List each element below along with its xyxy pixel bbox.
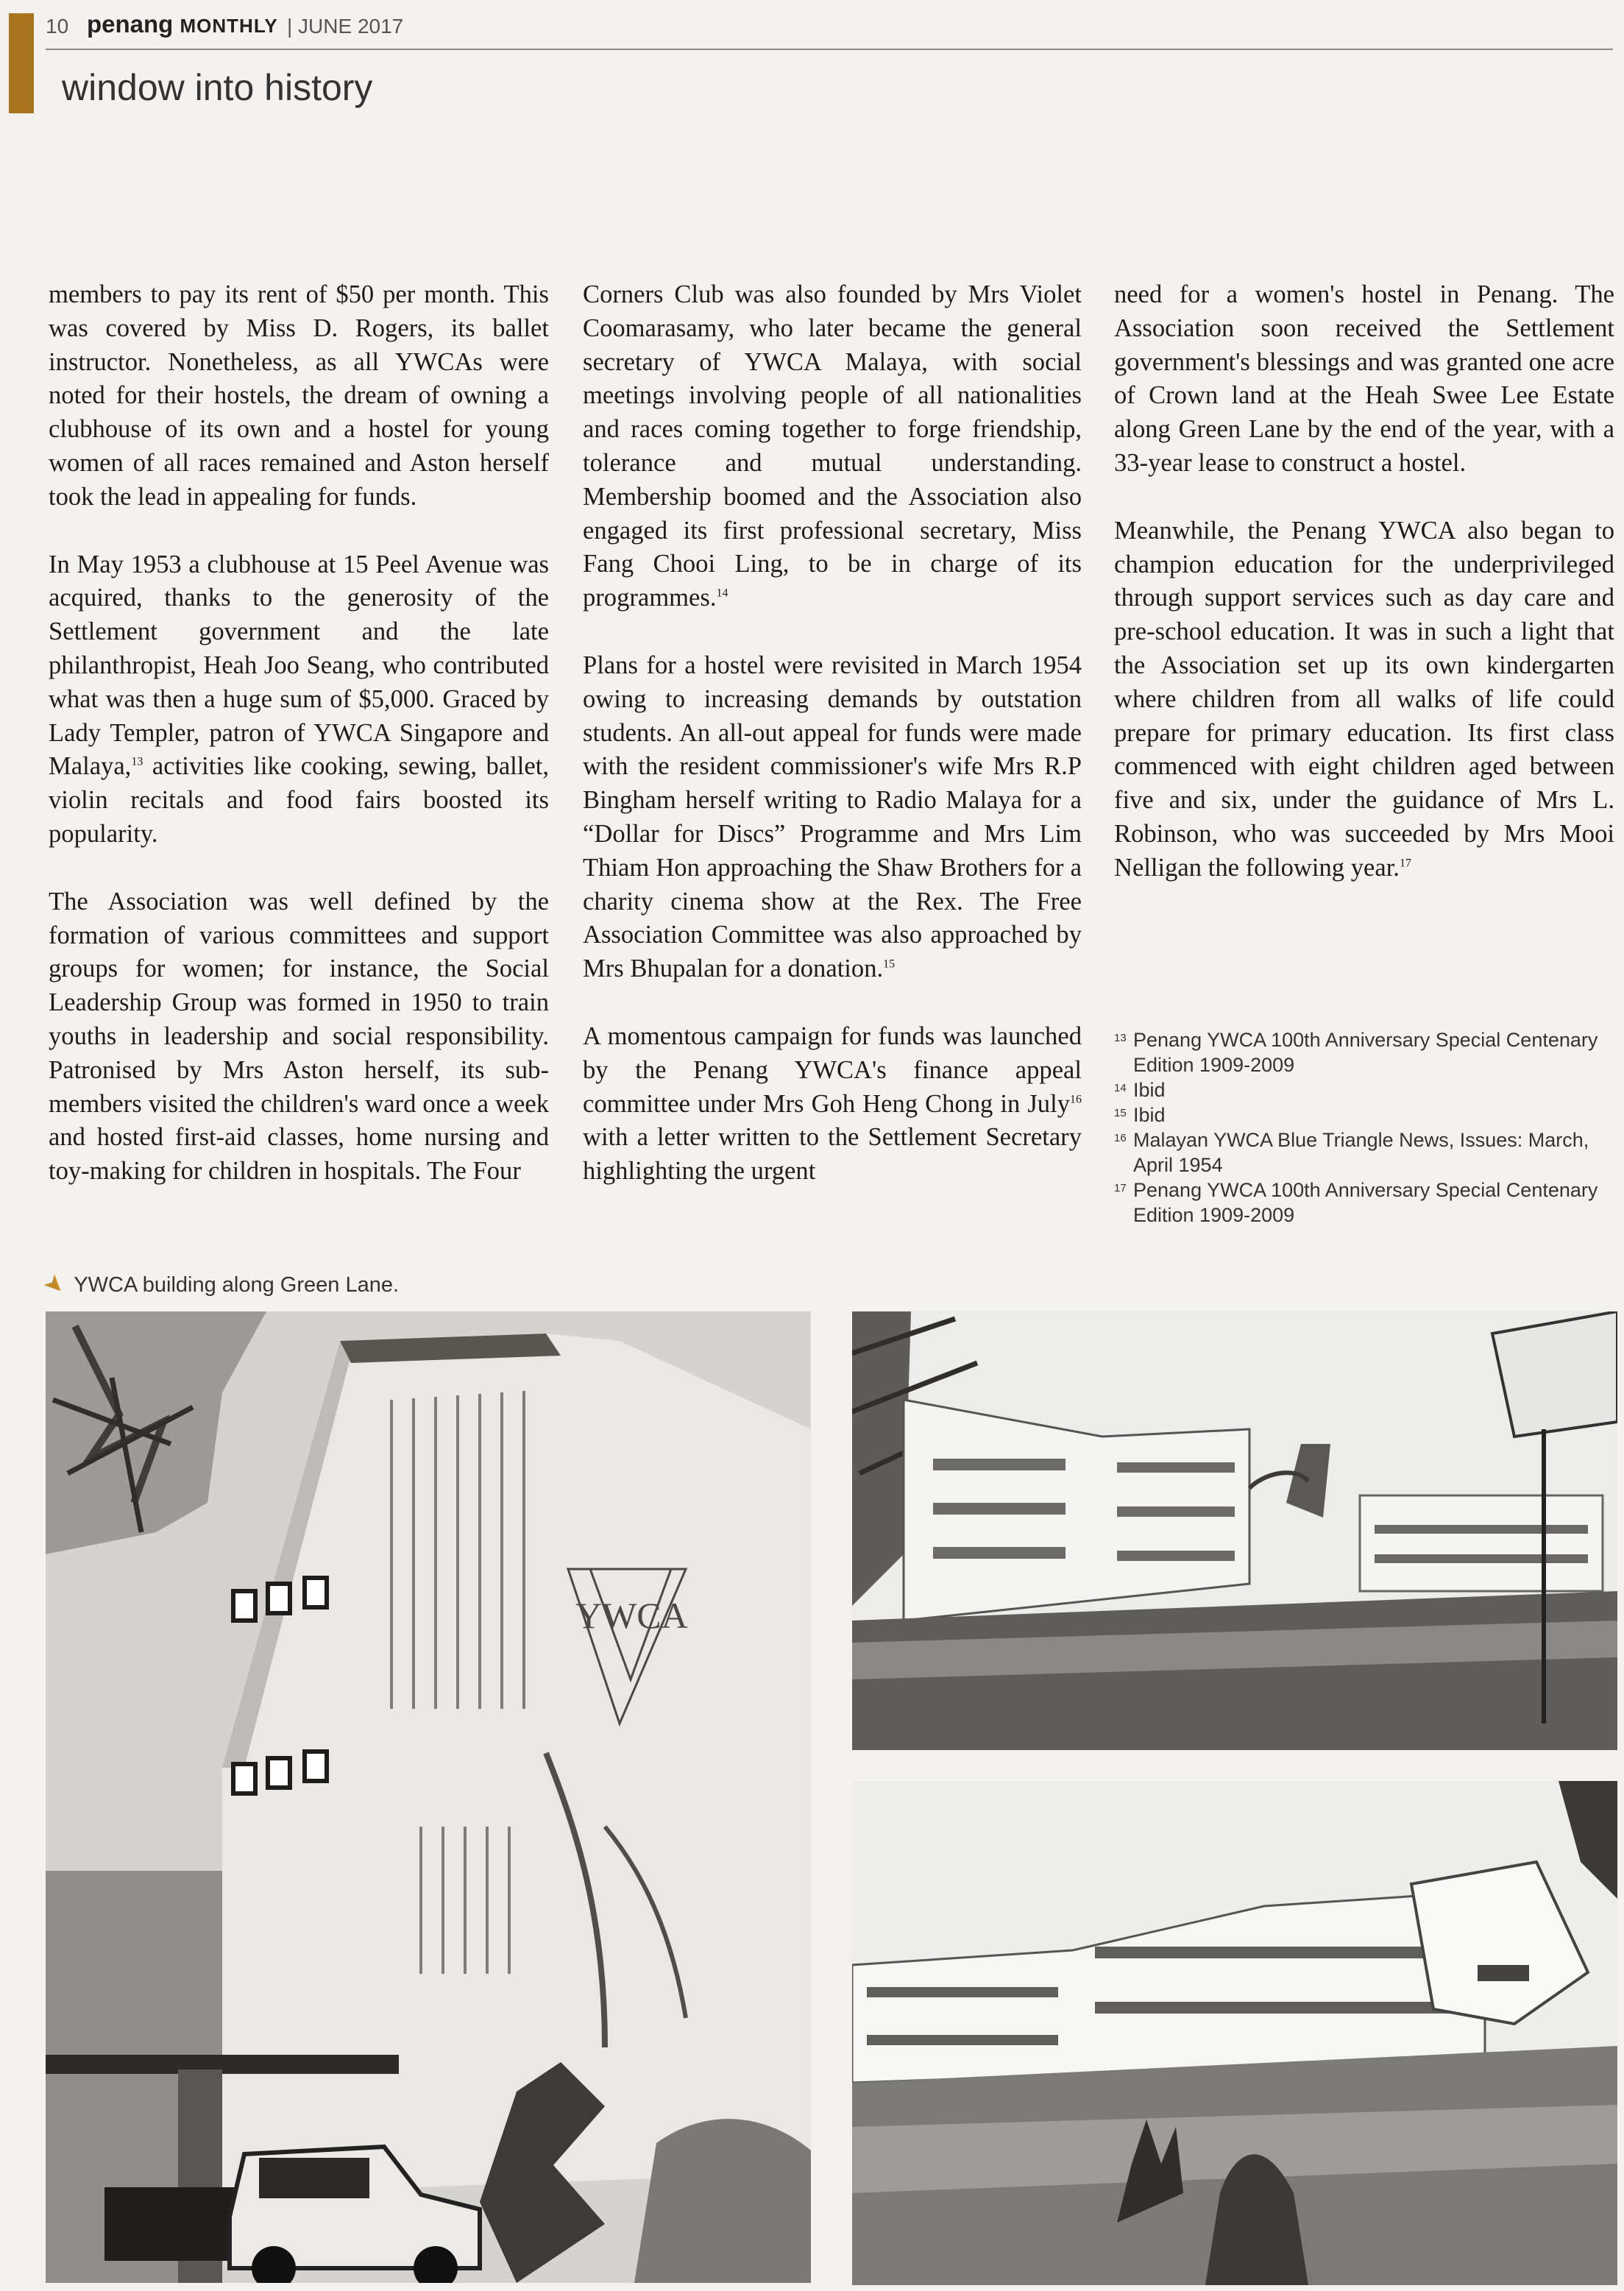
caption-text: YWCA building along Green Lane. bbox=[74, 1273, 400, 1297]
issue-date: | JUNE 2017 bbox=[287, 15, 404, 38]
section-accent-bar bbox=[9, 13, 34, 113]
paragraph: members to pay its rent of $50 per month. This was covered by Miss D. Rogers, its ballet instructor. Nonetheless, as all YWCAs were noted for their hostels, the dream of owning a clubhouse of its own and a hostel for young women of all races remained and Aston herself took the lead in appealing for funds. bbox=[49, 280, 549, 511]
photo-ywca-facade-image bbox=[46, 1311, 811, 2283]
photo-hostel-blocks-image bbox=[852, 1311, 1617, 1750]
photo-hostel-garden bbox=[852, 1781, 1617, 2285]
article-column-2 bbox=[583, 278, 1082, 1222]
footnote-text: Ibid bbox=[1133, 1104, 1166, 1126]
footnote-number: 15 bbox=[1114, 1107, 1127, 1119]
paragraph-text: with a letter written to the Settlement Secretary highlighting the urgent bbox=[583, 1123, 1082, 1186]
paragraph bbox=[583, 649, 1082, 986]
footnote-item bbox=[1114, 1027, 1622, 1077]
paragraph-text: Corners Club was also founded by Mrs Violet Coomarasamy, who later became the general secretary of YWCA Malaya, with social meetings involving people of all nationalities and races coming together to forge friendship, tolerance and mutual understanding. Membership boomed and the Association also engaged its first professional secretary, Miss Fang Chooi Ling, to be in charge of its programmes. bbox=[583, 280, 1082, 612]
paragraph: need for a women's hostel in Penang. The Association soon received the Settlement government's blessings and was granted one acre of Crown land at the Heah Swee Lee Estate along Green Lane by the end of the year, with a 33-year lease to construct a hostel. bbox=[1114, 280, 1614, 477]
footnote-text: Malayan YWCA Blue Triangle News, Issues: March, April 1954 bbox=[1133, 1129, 1589, 1176]
section-title: window into history bbox=[62, 67, 373, 108]
footnote-number: 14 bbox=[1114, 1082, 1127, 1094]
header-rule bbox=[46, 49, 1613, 50]
photo-caption bbox=[39, 1270, 400, 1300]
paragraph: The Association was well defined by the formation of various committees and support groups for women; for instance, the Social Leadership Group was formed in 1950 to train youths in leadership and social responsibility. Patronised by Mrs Aston herself, its sub-members visited the children's ward once a week and hosted first-aid classes, home nursing and toy-making for children in hospitals. The Four bbox=[49, 887, 549, 1186]
photo-ywca-facade bbox=[46, 1311, 811, 2283]
footnote-text: Penang YWCA 100th Anniversary Special Centenary Edition 1909-2009 bbox=[1133, 1029, 1598, 1076]
article-column-1 bbox=[49, 278, 549, 1222]
footnote-item bbox=[1114, 1077, 1622, 1102]
footnote-item bbox=[1114, 1178, 1622, 1228]
paragraph-text: A momentous campaign for funds was launched by the Penang YWCA's finance appeal committee under Mrs Goh Heng Chong in July bbox=[583, 1021, 1082, 1118]
footnote-ref: 13 bbox=[131, 755, 143, 768]
footnote-ref: 16 bbox=[1070, 1093, 1082, 1105]
paragraph-text: In May 1953 a clubhouse at 15 Peel Avenue was acquired, thanks to the generosity of the Settlement government and the late philanthropist, Heah Joo Seang, who contributed what was then a huge sum of $5,000. Graced by Lady Templer, patron of YWCA Singapore and Malaya, bbox=[49, 550, 549, 781]
footnote-text: Ibid bbox=[1133, 1079, 1166, 1101]
footnote-ref: 17 bbox=[1399, 857, 1411, 870]
arrow-down-right-icon: ➤ bbox=[39, 1270, 69, 1300]
footnote-ref: 15 bbox=[883, 957, 896, 971]
paragraph bbox=[583, 278, 1082, 615]
page-header bbox=[0, 0, 1624, 125]
paragraph-text: Meanwhile, the Penang YWCA also began to champion education for the underprivileged through support services such as day care and pre-school education. It was in such a light that the Association set up its own kindergarten where children from all walks of life could prepare for primary education. Its first class commenced with eight children aged between five and six, under the guidance of Mrs L. Robinson, who was succeeded by Mrs Mooi Nelligan the following year. bbox=[1114, 516, 1614, 882]
paragraph bbox=[49, 548, 549, 851]
paragraph-text: Plans for a hostel were revisited in March 1954 owing to increasing demands by outstation students. An all-out appeal for funds were made with the resident commissioner's wife Mrs R.P Bingham herself writing to Radio Malaya for a “Dollar for Discs” Programme and Mrs Lim Thiam Hon approaching the Shaw Brothers for a charity cinema show at the Rex. The Free Association Committee was also approached by Mrs Bhupalan for a donation. bbox=[583, 651, 1082, 983]
magazine-brand bbox=[87, 10, 278, 38]
brand-sub: MONTHLY bbox=[180, 15, 278, 37]
brand-name: penang bbox=[87, 10, 174, 38]
footnote-item bbox=[1114, 1102, 1622, 1127]
footnotes bbox=[1114, 1027, 1622, 1228]
footnote-ref: 14 bbox=[716, 587, 728, 600]
photo-hostel-blocks bbox=[852, 1311, 1617, 1750]
paragraph-text: activities like cooking, sewing, ballet, violin recitals and food fairs boosted its popularity. bbox=[49, 752, 549, 848]
footnote-number: 17 bbox=[1114, 1182, 1127, 1194]
page-number: 10 bbox=[46, 15, 69, 38]
photo-hostel-garden-image bbox=[852, 1781, 1617, 2285]
article-column-3 bbox=[1114, 278, 1614, 919]
footnote-item bbox=[1114, 1127, 1622, 1178]
footnote-number: 16 bbox=[1114, 1132, 1127, 1144]
paragraph bbox=[583, 1020, 1082, 1189]
ywca-sign-text: YWCA bbox=[575, 1595, 688, 1636]
footnote-text: Penang YWCA 100th Anniversary Special Centenary Edition 1909-2009 bbox=[1133, 1179, 1598, 1226]
footnote-number: 13 bbox=[1114, 1032, 1127, 1044]
paragraph bbox=[1114, 514, 1614, 885]
